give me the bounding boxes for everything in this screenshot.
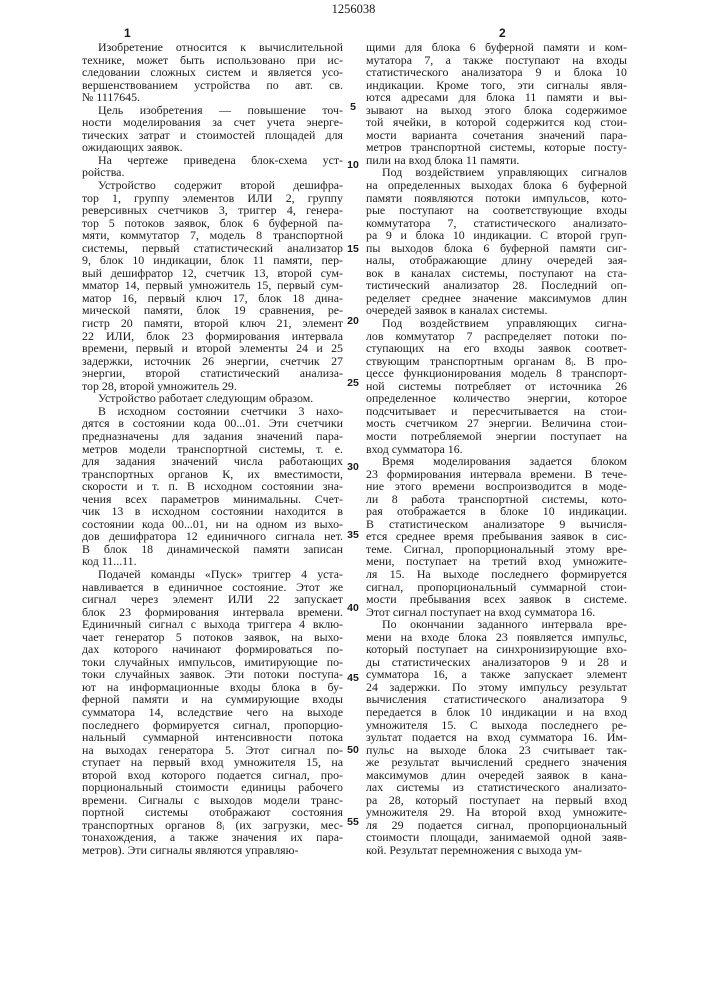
- line-number: 15: [346, 243, 360, 255]
- text-line: на выходах генератора 5. Этот сигнал по-: [82, 744, 343, 757]
- text-line: на определенных выходах блока 6 буферной: [366, 179, 627, 192]
- text-line: максимумов длин очередей заявок в кана-: [366, 769, 627, 782]
- paragraph: [366, 455, 627, 618]
- text-line: для задания значений числа работающих: [82, 455, 343, 468]
- paragraph: [366, 618, 627, 856]
- text-line: Подачей команды «Пуск» триггер 4 уста-: [82, 568, 343, 581]
- text-line: код 11...11.: [82, 555, 343, 568]
- text-line: индикации. Кроме того, эти сигналы явля-: [366, 79, 627, 92]
- text-line: системы, первый статистический анализатор: [82, 242, 343, 255]
- text-line: мени, поступает на третий вход умножите-: [366, 555, 627, 568]
- text-line: который поступает на синхронизирующие вхо-: [366, 643, 627, 656]
- text-line: ли 8 работа транспортной системы, кото-: [366, 493, 627, 506]
- text-line: транспортных органов 8ᵢ (их загрузки, мес-: [82, 819, 343, 832]
- text-line: мяти, коммутатор 7, модель 8 транспортной: [82, 229, 343, 242]
- text-line: тистический анализатор 28. Последний оп-: [366, 279, 627, 292]
- text-line: № 1117645.: [82, 91, 343, 104]
- text-line: ожидающих заявок.: [82, 141, 343, 154]
- text-line: задержки, источник 26 энергии, счетчик 27: [82, 355, 343, 368]
- paragraph: [366, 317, 627, 455]
- text-line: теме. Сигнал, пропорциональный этому вре-: [366, 543, 627, 556]
- line-number: 40: [346, 602, 360, 614]
- text-line: времени, первый и второй элементы 24 и 25: [82, 342, 343, 355]
- text-line: мматор 14, первый умножитель 15, первый сум-: [82, 279, 343, 292]
- text-line: времени. Сигналы с выходов модели транс-: [82, 794, 343, 807]
- column-number-left: 1: [124, 26, 131, 40]
- text-line: энергии, второй статистический анализа-: [82, 367, 343, 380]
- paragraph: [366, 166, 627, 317]
- text-line: На чертеже приведена блок-схема уст-: [82, 154, 343, 167]
- text-line: состоянии кода 00...01, ни на одном из выхо-: [82, 518, 343, 531]
- text-line: статистического анализатора 9 и блока 10: [366, 66, 627, 79]
- text-line: портной системы отображают состояния: [82, 806, 343, 819]
- text-line: вычисления статистического анализатора 9: [366, 693, 627, 706]
- text-line: следовании сложных систем и является усо-: [82, 66, 343, 79]
- text-line: лов коммутатор 7 распределяет потоки по-: [366, 330, 627, 343]
- text-line: ра 9 и блока 10 индикации. С второй груп-: [366, 229, 627, 242]
- paragraph: [82, 154, 343, 179]
- left-column-text: [82, 41, 343, 857]
- text-line: ствующим транспортным органам 8ᵢ. В про-: [366, 355, 627, 368]
- paragraph: [82, 41, 343, 104]
- text-line: Устройство работает следующим образом.: [82, 392, 343, 405]
- text-line: умножителя 15. С выхода последнего ре-: [366, 719, 627, 732]
- text-line: гистр 20 памяти, второй ключ 21, элемент: [82, 317, 343, 330]
- paragraph: [366, 41, 627, 166]
- text-line: Этот сигнал поступает на вход сумматора 16.: [366, 606, 627, 619]
- text-line: умножителя 29. На второй вход умножите-: [366, 806, 627, 819]
- text-line: порциональный стоимости единицы рабочего: [82, 781, 343, 794]
- text-line: вок в каналах системы, поступают на ста-: [366, 267, 627, 280]
- text-line: же результат вычислений среднего значения: [366, 756, 627, 769]
- text-line: подсчитывает и пересчитывается на стои-: [366, 405, 627, 418]
- text-line: памяти появляются потоки импульсов, кото-: [366, 192, 627, 205]
- text-line: блок 23 формирования интервала времени.: [82, 606, 343, 619]
- text-line: технике, может быть использовано при ис-: [82, 54, 343, 67]
- text-line: передается в блок 10 индикации и на вход: [366, 706, 627, 719]
- text-line: рая отображается в блоке 10 индикации.: [366, 505, 627, 518]
- text-line: коммутатора 7, статистического анализато-: [366, 217, 627, 230]
- line-number: 55: [346, 816, 360, 828]
- text-line: транспортных органов К, их вместимости,: [82, 468, 343, 481]
- text-line: токи случайных импульсов, имитирующие по-: [82, 656, 343, 669]
- text-line: мости потребляемой энергии поступает на: [366, 430, 627, 443]
- text-line: Время моделирования задается блоком: [366, 455, 627, 468]
- text-line: ют на информационные входы блока в бу-: [82, 681, 343, 694]
- text-line: ступает на первый вход умножителя 15, на: [82, 756, 343, 769]
- line-number: 30: [346, 461, 360, 473]
- text-line: нальный суммарной интенсивности потока: [82, 731, 343, 744]
- text-line: метров). Эти сигналы являются управляю-: [82, 844, 343, 857]
- text-line: последнего формируется сигнал, пропорцио-: [82, 719, 343, 732]
- text-line: 24 задержки. По этому импульсу результат: [366, 681, 627, 694]
- text-line: Под воздействием управляющих сигна-: [366, 317, 627, 330]
- text-line: реверсивных счетчиков 3, триггер 4, генера-: [82, 204, 343, 217]
- text-line: ределяет среднее значение максимумов длин: [366, 292, 627, 305]
- text-line: ние этого времени воспроизводится в моде-: [366, 480, 627, 493]
- text-line: ступающих на его входы заявок соответ-: [366, 342, 627, 355]
- text-line: сумматора 14, вследствие чего на выходе: [82, 706, 343, 719]
- text-line: второй вход которого подается сигнал, про-: [82, 769, 343, 782]
- right-column-text: [366, 41, 627, 857]
- text-line: В статистическом анализаторе 9 вычисля-: [366, 518, 627, 531]
- text-line: зывают на выход этого блока содержимое: [366, 104, 627, 117]
- text-line: кой. Результат перемножения с выхода ум-: [366, 844, 627, 857]
- text-line: лах системы из статистического анализато-: [366, 781, 627, 794]
- text-line: токи случайных заявок. Эти потоки поступа-: [82, 668, 343, 681]
- text-line: 23 формирования интервала времени. В тече-: [366, 468, 627, 481]
- text-line: пили на вход блока 11 памяти.: [366, 154, 627, 167]
- text-line: чает генератор 5 потоков заявок, на выхо-: [82, 631, 343, 644]
- line-number: 10: [346, 159, 360, 171]
- text-line: ройства.: [82, 166, 343, 179]
- text-line: цессе функционирования модель 8 транспорт-: [366, 367, 627, 380]
- text-line: вый дешифратор 12, счетчик 13, второй сум-: [82, 267, 343, 280]
- text-line: мости варианта сочетания значений пара-: [366, 129, 627, 142]
- text-line: метров транспортной системы, которые посту-: [366, 141, 627, 154]
- text-line: сигнал через элемент ИЛИ 22 запускает: [82, 593, 343, 606]
- text-line: пы выходов блока 6 буферной памяти сиг-: [366, 242, 627, 255]
- text-line: тор 5 потоков заявок, блок 6 буферной па-: [82, 217, 343, 230]
- text-line: мени на входе блока 23 появляется импульс,: [366, 631, 627, 644]
- text-line: навливается в единичное состояние. Этот же: [82, 581, 343, 594]
- text-line: ной системы потребляет от источника 26: [366, 380, 627, 393]
- text-line: матор 16, первый ключ 17, блок 18 дина-: [82, 292, 343, 305]
- text-line: пульс на выходе блока 23 считывает так-: [366, 744, 627, 757]
- text-line: В блок 18 динамической памяти записан: [82, 543, 343, 556]
- text-line: По окончании заданного интервала вре-: [366, 618, 627, 631]
- text-line: зультат подается на вход сумматора 16. Им-: [366, 731, 627, 744]
- text-line: ды статистических анализаторов 9 и 28 и: [366, 656, 627, 669]
- line-number: 25: [346, 377, 360, 389]
- line-number: 50: [346, 744, 360, 756]
- text-line: ферной памяти и на суммирующие входы: [82, 693, 343, 706]
- column-number-right: 2: [499, 26, 506, 40]
- text-line: определенное количество энергии, которое: [366, 392, 627, 405]
- text-line: ются адресами для блока 11 памяти и вы-: [366, 91, 627, 104]
- text-line: В исходном состоянии счетчики 3 нахо-: [82, 405, 343, 418]
- text-line: вершенствованием устройства по авт. св.: [82, 79, 343, 92]
- text-line: вход сумматора 16.: [366, 443, 627, 456]
- text-line: Устройство содержит второй дешифра-: [82, 179, 343, 192]
- text-line: Единичный сигнал с выхода триггера 4 вклю-: [82, 618, 343, 631]
- text-line: 22 ИЛИ, блок 23 формирования интервала: [82, 330, 343, 343]
- text-line: сумматора 16, а также запускает элемент: [366, 668, 627, 681]
- text-line: мость счетчиком 27 энергии. Величина стои-: [366, 417, 627, 430]
- line-number: 20: [346, 315, 360, 327]
- text-line: дах которого начинают формироваться по-: [82, 643, 343, 656]
- line-number: 35: [346, 529, 360, 541]
- text-line: предназначены для задания значений пара-: [82, 430, 343, 443]
- text-line: тонахождения, а также значения их пара-: [82, 831, 343, 844]
- text-line: стоимости площади, занимаемой одной заяв-: [366, 831, 627, 844]
- text-line: Под воздействием управляющих сигналов: [366, 166, 627, 179]
- text-line: мости пребывания всех заявок в системе.: [366, 593, 627, 606]
- text-line: дов дешифратора 12 единичного сигнала нет.: [82, 530, 343, 543]
- paragraph: [82, 568, 343, 857]
- line-number: 45: [346, 672, 360, 684]
- line-number: 5: [346, 101, 360, 113]
- text-line: дятся в состоянии кода 00...01. Эти счетчики: [82, 417, 343, 430]
- text-line: Цель изобретения — повышение точ-: [82, 104, 343, 117]
- text-line: метров модели транспортной системы, т. е.: [82, 443, 343, 456]
- text-line: ля 15. На выходе последнего формируется: [366, 568, 627, 581]
- text-line: очередей заявок в каналах системы.: [366, 304, 627, 317]
- text-line: ля 29 подается сигнал, пропорциональный: [366, 819, 627, 832]
- paragraph: [82, 104, 343, 154]
- text-line: сигнал, пропорциональный суммарной стои-: [366, 581, 627, 594]
- paragraph: [82, 392, 343, 405]
- text-line: мической памяти, блок 19 сравнения, ре-: [82, 304, 343, 317]
- text-line: той ячейки, в которой содержится код стои-: [366, 116, 627, 129]
- paragraph: [82, 405, 343, 568]
- text-line: мутатора 7, а также поступают на входы: [366, 54, 627, 67]
- text-line: скорости и т. п. В исходном состоянии зна-: [82, 480, 343, 493]
- text-line: щими для блока 6 буферной памяти и ком-: [366, 41, 627, 54]
- text-line: чик 13 в исходном состоянии находится в: [82, 505, 343, 518]
- text-line: тических затрат и стоимостей площадей для: [82, 129, 343, 142]
- patent-number: 1256038: [0, 2, 707, 17]
- text-line: чения всех параметров минимальны. Счет-: [82, 493, 343, 506]
- text-line: тор 1, группу элементов ИЛИ 2, группу: [82, 192, 343, 205]
- text-line: 9, блок 10 индикации, блок 11 памяти, пер-: [82, 254, 343, 267]
- text-line: ности моделирования за счет учета энерге-: [82, 116, 343, 129]
- paragraph: [82, 179, 343, 392]
- text-line: ра 28, который поступает на первый вход: [366, 794, 627, 807]
- text-line: ется среднее время пребывания заявок в сис-: [366, 530, 627, 543]
- text-line: Изобретение относится к вычислительной: [82, 41, 343, 54]
- text-line: рые поступают на соответствующие входы: [366, 204, 627, 217]
- text-line: налы, отображающие длину очередей зая-: [366, 254, 627, 267]
- text-line: тор 28, второй умножитель 29.: [82, 380, 343, 393]
